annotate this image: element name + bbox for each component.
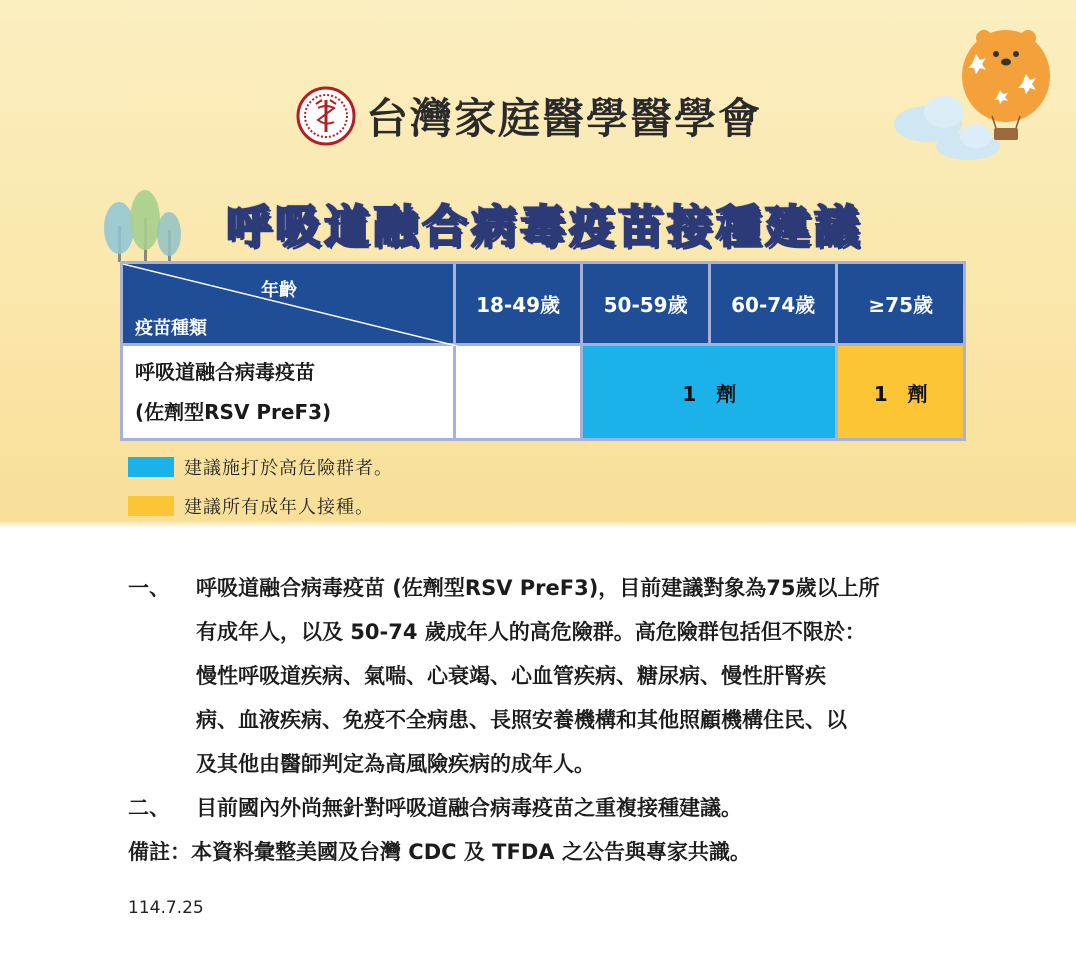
note-item-1 — [128, 566, 1008, 786]
note-1-line: 慢性呼吸道疾病、氣喘、心衰竭、心血管疾病、糖尿病、慢性肝腎疾 — [196, 664, 826, 688]
legend-item-high-risk — [128, 454, 393, 480]
note-2-body: 目前國內外尚無針對呼吸道融合病毒疫苗之重複接種建議。 — [196, 796, 742, 820]
table-header-row — [122, 263, 965, 345]
legend-swatch-yellow — [128, 496, 174, 516]
trees-illustration — [100, 188, 188, 264]
vaccine-recommendation-table — [120, 261, 966, 441]
legend-label-high-risk: 建議施打於高危險群者。 — [184, 458, 393, 479]
note-1-marker: 一、 — [128, 576, 170, 600]
legend-label-all-adults: 建議所有成年人接種。 — [184, 497, 374, 518]
note-2-marker: 二、 — [128, 796, 170, 820]
note-1-line: 呼吸道融合病毒疫苗 (佐劑型RSV PreF3)，目前建議對象為75歲以上所 — [196, 576, 880, 600]
vaccine-type-header-label: 疫苗種類 — [135, 318, 207, 339]
age-group-60-74: 60-74歲 — [709, 263, 837, 345]
legend-item-all-adults — [128, 493, 374, 519]
legend-swatch-blue — [128, 457, 174, 477]
age-group-50-59: 50-59歲 — [582, 263, 710, 345]
banner-fade — [0, 520, 1076, 528]
bear-balloon-illustration — [956, 24, 1056, 144]
note-item-2 — [128, 786, 1008, 830]
remark-note: 備註：本資料彙整美國及台灣 CDC 及 TFDA 之公告與專家共識。 — [128, 840, 751, 864]
vaccine-name-cell — [122, 345, 455, 440]
page-title: 呼吸道融合病毒疫苗接種建議 — [226, 200, 864, 253]
note-1-body — [196, 566, 1008, 786]
age-group-18-49: 18-49歲 — [454, 263, 582, 345]
document-date: 114.7.25 — [128, 898, 204, 918]
note-1-line: 及其他由醫師判定為高風險疾病的成年人。 — [196, 752, 595, 776]
dose-cell-high-risk: 1 劑 — [582, 345, 837, 440]
vaccine-formulation: (佐劑型RSV PreF3) — [135, 400, 332, 424]
organization-name: 台灣家庭醫學醫學會 — [366, 94, 763, 143]
dose-cell-all-adults: 1 劑 — [837, 345, 965, 440]
organization-logo-icon — [296, 86, 356, 146]
table-row — [122, 345, 965, 440]
age-header-label: 年齡 — [261, 280, 297, 301]
organization-header — [296, 86, 762, 146]
dose-cell-18-49 — [454, 345, 582, 440]
age-group-75-plus: ≥75歲 — [837, 263, 965, 345]
table-corner-header — [122, 263, 455, 345]
vaccine-name: 呼吸道融合病毒疫苗 — [135, 360, 315, 384]
note-1-line: 有成年人，以及 50-74 歲成年人的高危險群。高危險群包括但不限於： — [196, 620, 866, 644]
notes-section — [128, 566, 1008, 874]
note-1-line: 病、血液疾病、免疫不全病患、長照安養機構和其他照顧機構住民、以 — [196, 708, 847, 732]
